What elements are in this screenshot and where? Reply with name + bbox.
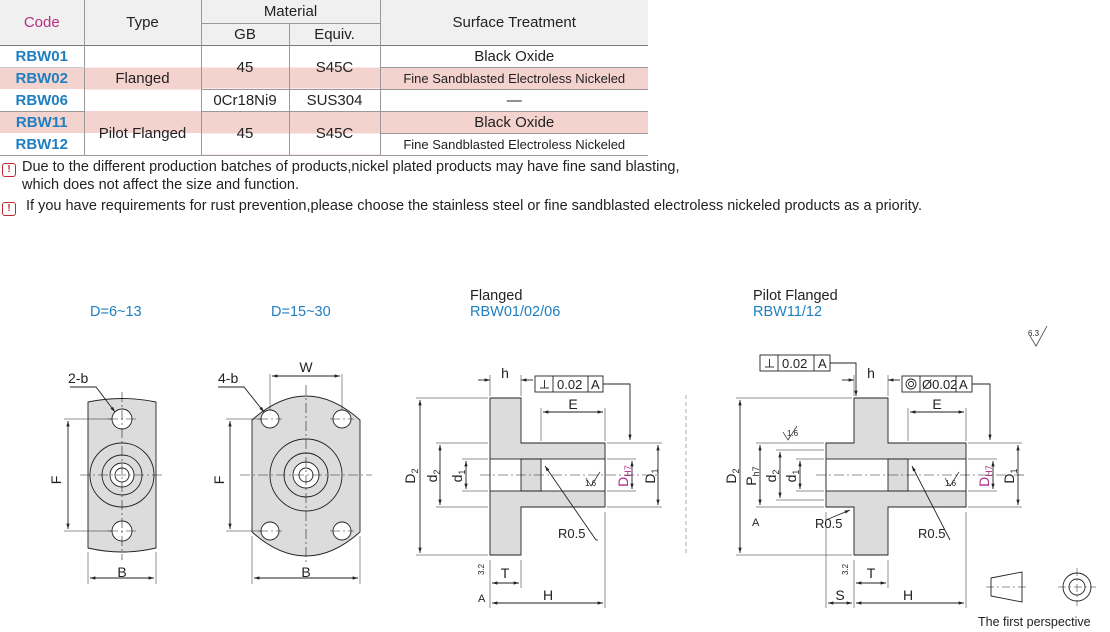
- dim-d2-inner-pilot-subscript: 2: [771, 469, 781, 475]
- dim-d1-outer-subscript: 1: [650, 468, 660, 474]
- dim-e-pilot: E: [932, 396, 942, 412]
- dim-b-small: B: [117, 564, 127, 580]
- code-rbw02: RBW02: [0, 67, 84, 89]
- dim-h-flanged: h: [501, 365, 509, 381]
- equiv-sus304: SUS304: [289, 89, 380, 111]
- dim-d-hole-pilot: $D_{H7}$: [976, 465, 994, 487]
- rough-32-flanged: 3.2: [477, 563, 486, 575]
- dim-d2-outer-pilot-subscript: 2: [731, 468, 741, 474]
- range-d-large: D=15~30: [271, 304, 331, 320]
- range-d-small: D=6~13: [90, 304, 142, 320]
- header-gb: GB: [201, 23, 289, 45]
- perp-tol-pilot: 0.02: [782, 356, 808, 371]
- flanged-codes: RBW01/02/06: [470, 304, 561, 320]
- header-material: Material: [201, 0, 380, 23]
- pilot-codes: RBW11/12: [753, 304, 823, 320]
- dim-f-large: F: [211, 475, 227, 485]
- conc-tol-pilot: Ø0.02: [922, 377, 958, 392]
- datum-flanged: A: [591, 377, 600, 392]
- dim-p-pilot-subscript: h7: [751, 466, 761, 477]
- type-pilot-flanged: Pilot Flanged: [84, 111, 201, 155]
- note-1-line-2: which does not affect the size and function.: [22, 177, 300, 193]
- type-flanged: Flanged: [84, 45, 201, 111]
- front-view-small: [64, 387, 164, 584]
- perp-tol-flanged: 0.02: [557, 377, 583, 392]
- dim-d2-inner-pilot: $d_2$: [763, 469, 781, 483]
- datum-a-pilot: A: [752, 517, 760, 529]
- dim-p-pilot: $P_{h7}$: [743, 466, 761, 486]
- dim-h-pilot: h: [867, 365, 875, 381]
- dim-s-pilot: S: [835, 587, 845, 603]
- pilot-title: Pilot Flanged: [753, 288, 838, 304]
- dim-big-h-flanged: H: [542, 587, 554, 603]
- rough-pilot-face: 1.6: [787, 429, 799, 438]
- gb-45-b: 45: [201, 111, 289, 155]
- equiv-s45c-a: S45C: [289, 45, 380, 89]
- rough-pilot-bore: 1.6: [945, 479, 957, 488]
- surface-rbw12: Fine Sandblasted Electroless Nickeled: [380, 133, 648, 155]
- dim-t-flanged: T: [500, 565, 510, 581]
- front-view-large: [218, 374, 372, 584]
- datum-pilot-perp: A: [818, 356, 827, 371]
- dim-d1-inner-subscript: 1: [457, 469, 467, 475]
- surface-rbw06: —: [380, 89, 648, 111]
- equiv-s45c-b: S45C: [289, 111, 380, 155]
- dim-d-hole-subscript: H7: [623, 465, 633, 477]
- dim-d2-inner-subscript: 2: [432, 469, 442, 475]
- dim-d1-outer: $D_1$: [642, 468, 660, 484]
- dim-d1-outer-pilot: $D_1$: [1001, 468, 1019, 484]
- note-1-line-1: Due to the different production batches of products,nickel plated products may have fine sand blasting,: [22, 159, 680, 175]
- surface-rbw01: Black Oxide: [380, 45, 648, 67]
- datum-pilot-conc: A: [959, 377, 968, 392]
- dim-d2-outer: $D_2$: [402, 468, 420, 484]
- dim-t-pilot: T: [866, 565, 876, 581]
- rough-flanged: 1.6: [585, 479, 597, 488]
- radius-pilot-right: R0.5: [918, 526, 946, 541]
- dim-d-hole: $D_{H7}$: [615, 465, 633, 487]
- dim-d1-inner-pilot: $d_1$: [783, 469, 801, 483]
- dim-w: W: [299, 359, 313, 375]
- dim-d2-outer-subscript: 2: [410, 468, 420, 474]
- radius-pilot-left: R0.5: [815, 516, 843, 531]
- rough-overall: 6.3: [1028, 329, 1040, 338]
- section-flanged: [416, 375, 662, 608]
- projection-label: The first perspective: [978, 615, 1091, 629]
- holes-4b: 4-b: [218, 370, 239, 386]
- code-rbw11: RBW11: [0, 111, 84, 133]
- datum-a-flanged: A: [478, 593, 486, 605]
- header-type: Type: [84, 0, 201, 45]
- radius-flanged: R0.5: [558, 526, 586, 541]
- dim-d1-inner: $d_1$: [449, 469, 467, 483]
- flanged-title: Flanged: [470, 288, 523, 304]
- code-rbw12: RBW12: [0, 133, 84, 155]
- dim-d2-inner: $d_2$: [424, 469, 442, 483]
- header-surface: Surface Treatment: [380, 0, 648, 45]
- dim-f-small: F: [48, 475, 64, 485]
- dim-d-hole-pilot-subscript: H7: [984, 465, 994, 477]
- dim-e-flanged: E: [568, 396, 578, 412]
- warning-icon: !: [2, 163, 16, 177]
- rough-32-pilot: 3.2: [841, 563, 850, 575]
- dim-d1-outer-pilot-subscript: 1: [1009, 468, 1019, 474]
- header-code: Code: [0, 0, 84, 45]
- warning-icon: !: [2, 202, 16, 216]
- surface-rbw11: Black Oxide: [380, 111, 648, 133]
- code-rbw06: RBW06: [0, 89, 84, 111]
- surface-rbw02: Fine Sandblasted Electroless Nickeled: [380, 67, 648, 89]
- holes-2b: 2-b: [68, 370, 89, 386]
- dim-big-h-pilot: H: [902, 587, 914, 603]
- code-rbw01: RBW01: [0, 45, 84, 67]
- dim-d2-outer-pilot: $D_2$: [723, 468, 741, 484]
- header-equiv: Equiv.: [289, 23, 380, 45]
- dim-b-large: B: [301, 564, 311, 580]
- gb-45-a: 45: [201, 45, 289, 89]
- gb-0cr18ni9: 0Cr18Ni9: [201, 89, 289, 111]
- note-2-text: If you have requirements for rust prevention,please choose the stainless steel or fine sandblasted electroless nickeled products as a priority.: [26, 198, 922, 214]
- dim-d1-inner-pilot-subscript: 1: [791, 469, 801, 475]
